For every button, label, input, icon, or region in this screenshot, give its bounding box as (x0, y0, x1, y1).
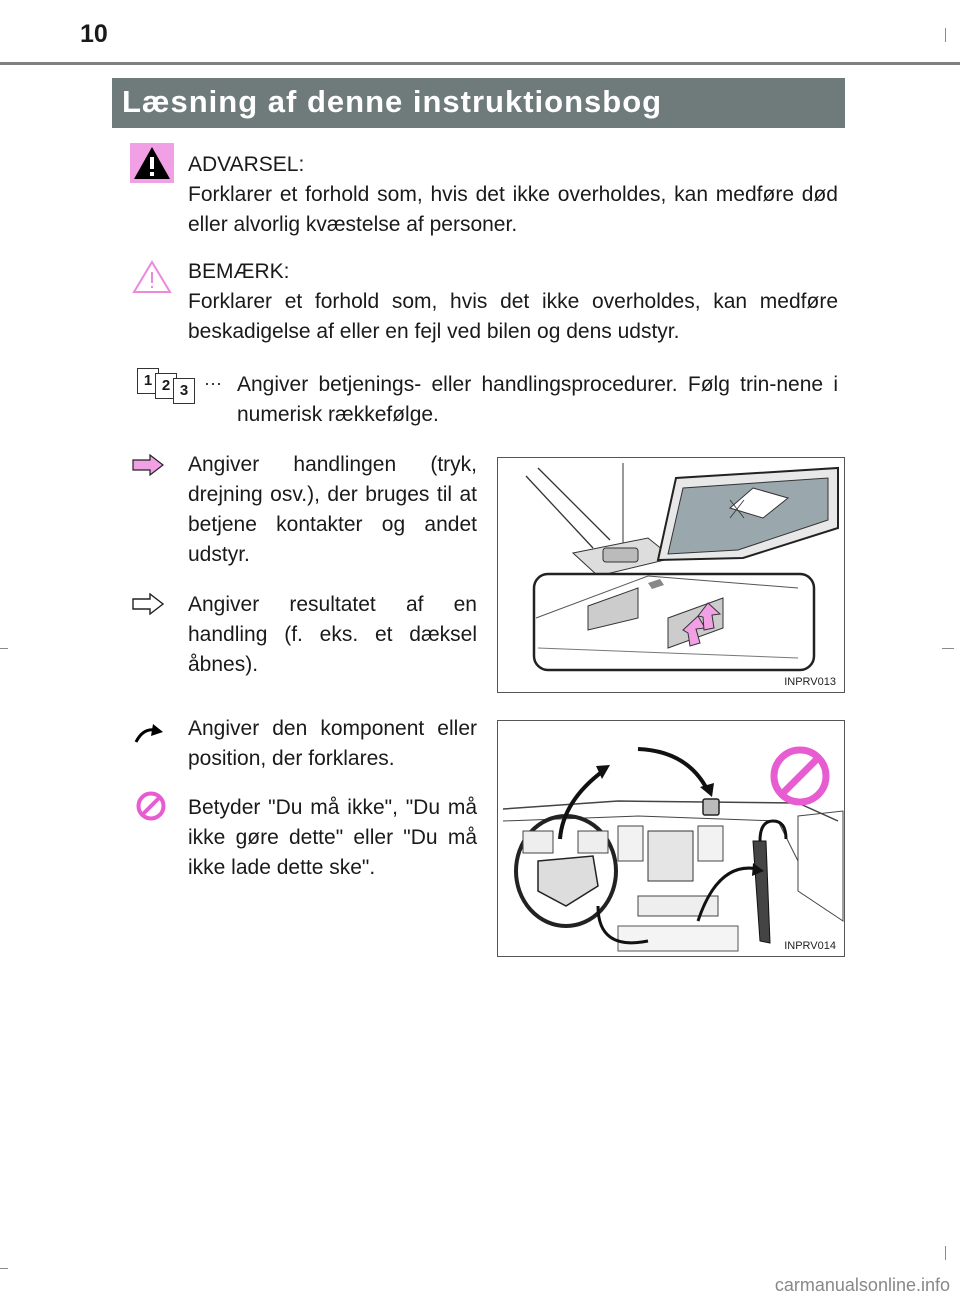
sunroof-figure (497, 457, 845, 693)
top-rule (0, 62, 960, 65)
section-banner (112, 78, 845, 128)
crop-mark (0, 1268, 8, 1269)
prohibited-text: Betyder "Du må ikke", "Du må ikke gøre dette" eller "Du må ikke lade dette ske". (188, 796, 477, 879)
outline-arrow-icon (132, 593, 164, 620)
step-number: 2 (155, 373, 177, 399)
result-text: Angiver resultatet af en handling (f. eks. et dæksel åbnes). (188, 593, 477, 676)
crop-mark (945, 28, 946, 42)
prohibition-icon (135, 790, 167, 827)
crop-mark (0, 648, 8, 649)
sunroof-illustration (498, 458, 844, 692)
pink-arrow-icon (132, 454, 164, 481)
dashboard-figure (497, 720, 845, 957)
steps-ellipsis: ··· (204, 373, 222, 393)
step-numbers (137, 368, 209, 404)
steps-text: Angiver betjenings- eller handlingsprocedurer. Følg trin-nene i numerisk rækkefølge. (237, 373, 838, 426)
figure-code: INPRV013 (784, 676, 836, 688)
section-title: Læsning af denne instruktionsbog (122, 84, 663, 119)
page-number: 10 (80, 20, 108, 48)
notice-triangle-icon (130, 258, 174, 301)
footer-watermark: carmanualsonline.info (774, 1275, 950, 1295)
notice-label: BEMÆRK: (188, 260, 290, 283)
component-text: Angiver den komponent eller position, der forklares. (188, 717, 477, 770)
curved-arrow-icon (133, 722, 165, 751)
dashboard-illustration (498, 721, 844, 956)
step-number: 3 (173, 378, 195, 404)
action-text: Angiver handlingen (tryk, drejning osv.), der bruges til at betjene kontakter og andet udstyr. (188, 453, 477, 566)
warning-label: ADVARSEL: (188, 153, 305, 176)
warning-triangle-icon (130, 143, 174, 183)
warning-text: Forklarer et forhold som, hvis det ikke overholdes, kan medføre død eller alvorlig kvæstelse af personer. (188, 183, 838, 236)
crop-mark (945, 1246, 946, 1260)
figure-code: INPRV014 (784, 940, 836, 952)
notice-text: Forklarer et forhold som, hvis det ikke overholdes, kan medføre beskadigelse af eller en fejl ved bilen og dens udstyr. (188, 290, 838, 343)
crop-mark (942, 648, 954, 649)
step-number: 1 (137, 368, 159, 394)
